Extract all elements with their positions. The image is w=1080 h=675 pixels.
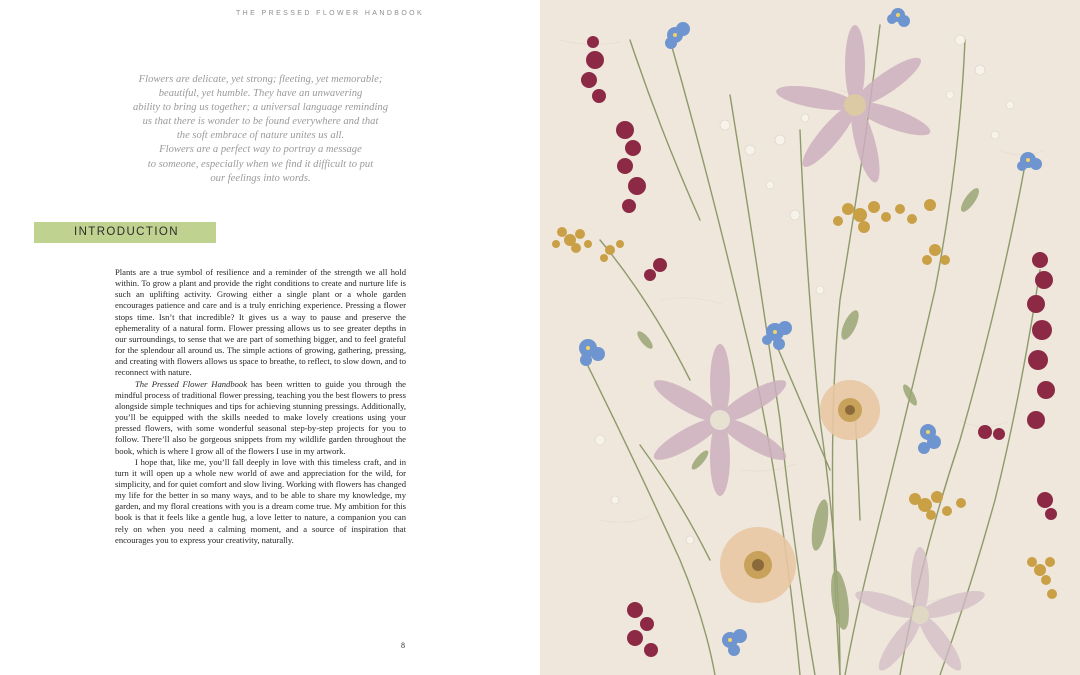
- pressed-flower-artwork: [540, 0, 1080, 675]
- paragraph-text: has been written to guide you through the mindful process of traditional flower pressing, teaching you the best flowers to press alongside simple techniques and tips for achieving stunning pressings. Additionally, you’ll be equipped with the skills needed to make lovely creations using your pressed flowers, with some wonderful seasonal step-by-step projects for you to follow. There’ll also be gorgeous snippets from my wildlife garden throughout the book, which is where I grow all of the flowers I use in my artwork.: [115, 378, 406, 456]
- running-head: THE PRESSED FLOWER HANDBOOK: [236, 10, 425, 17]
- body-text: [115, 267, 406, 546]
- epigraph-line: the soft embrace of nature unites us all.: [176, 130, 345, 142]
- paragraph: Plants are a true symbol of resilience and a reminder of the strength we all hold within. To grow a plant and provide the right conditions to create and nurture life is such an uplifting activity. Growing either a single plant or a whole garden encourages patience and care and is a truly enriching experience. Pressing a flower stops time. Isn’t that incredible? It gives us a way to pause and preserve the ephemerality of a natural form. Flower pressing allows us to see greater depths in our surroundings, to sense that we are part of something bigger, and to feel grateful for the splendour all around us. The simple actions of growing, gathering, pressing, and creating with flowers allows us space to breathe, to reflect, to slow down, and to reconnect with nature.: [115, 267, 406, 378]
- section-heading-bar: [34, 222, 216, 243]
- epigraph-line: us that there is wonder to be found everywhere and that: [142, 116, 379, 128]
- epigraph-line: our feelings into words.: [210, 172, 311, 184]
- epigraph-line: to someone, especially when we find it difficult to put: [147, 158, 374, 170]
- book-title: The Pressed Flower Handbook: [135, 378, 248, 389]
- epigraph-line: beautiful, yet humble. They have an unwavering: [158, 88, 363, 100]
- paragraph: I hope that, like me, you’ll fall deeply in love with this timeless craft, and in turn it will open up a whole new world of awe and appreciation for the wild, for simplicity, and for quiet comfort and slow living. Working with flowers has changed my life for the better in so many ways, and to be able to share my knowledge, my garden, and my floral creations with you is a dream come true. My ambition for this book is that it feels like a gentle hug, a love letter to nature, a companion you can rely on when you need a calming moment, and a source of inspiration that encourages you to express your creativity, naturally.: [115, 456, 406, 545]
- epigraph: [118, 73, 403, 186]
- epigraph-line: Flowers are a perfect way to portray a message: [159, 144, 362, 156]
- paragraph: [115, 379, 406, 457]
- page-number: 8: [401, 641, 405, 650]
- section-title: INTRODUCTION: [74, 226, 179, 238]
- flower-illustration: [540, 0, 1080, 675]
- epigraph-line: Flowers are delicate, yet strong; fleeting, yet memorable;: [138, 74, 383, 85]
- epigraph-line: ability to bring us together; a universal language reminding: [132, 102, 388, 114]
